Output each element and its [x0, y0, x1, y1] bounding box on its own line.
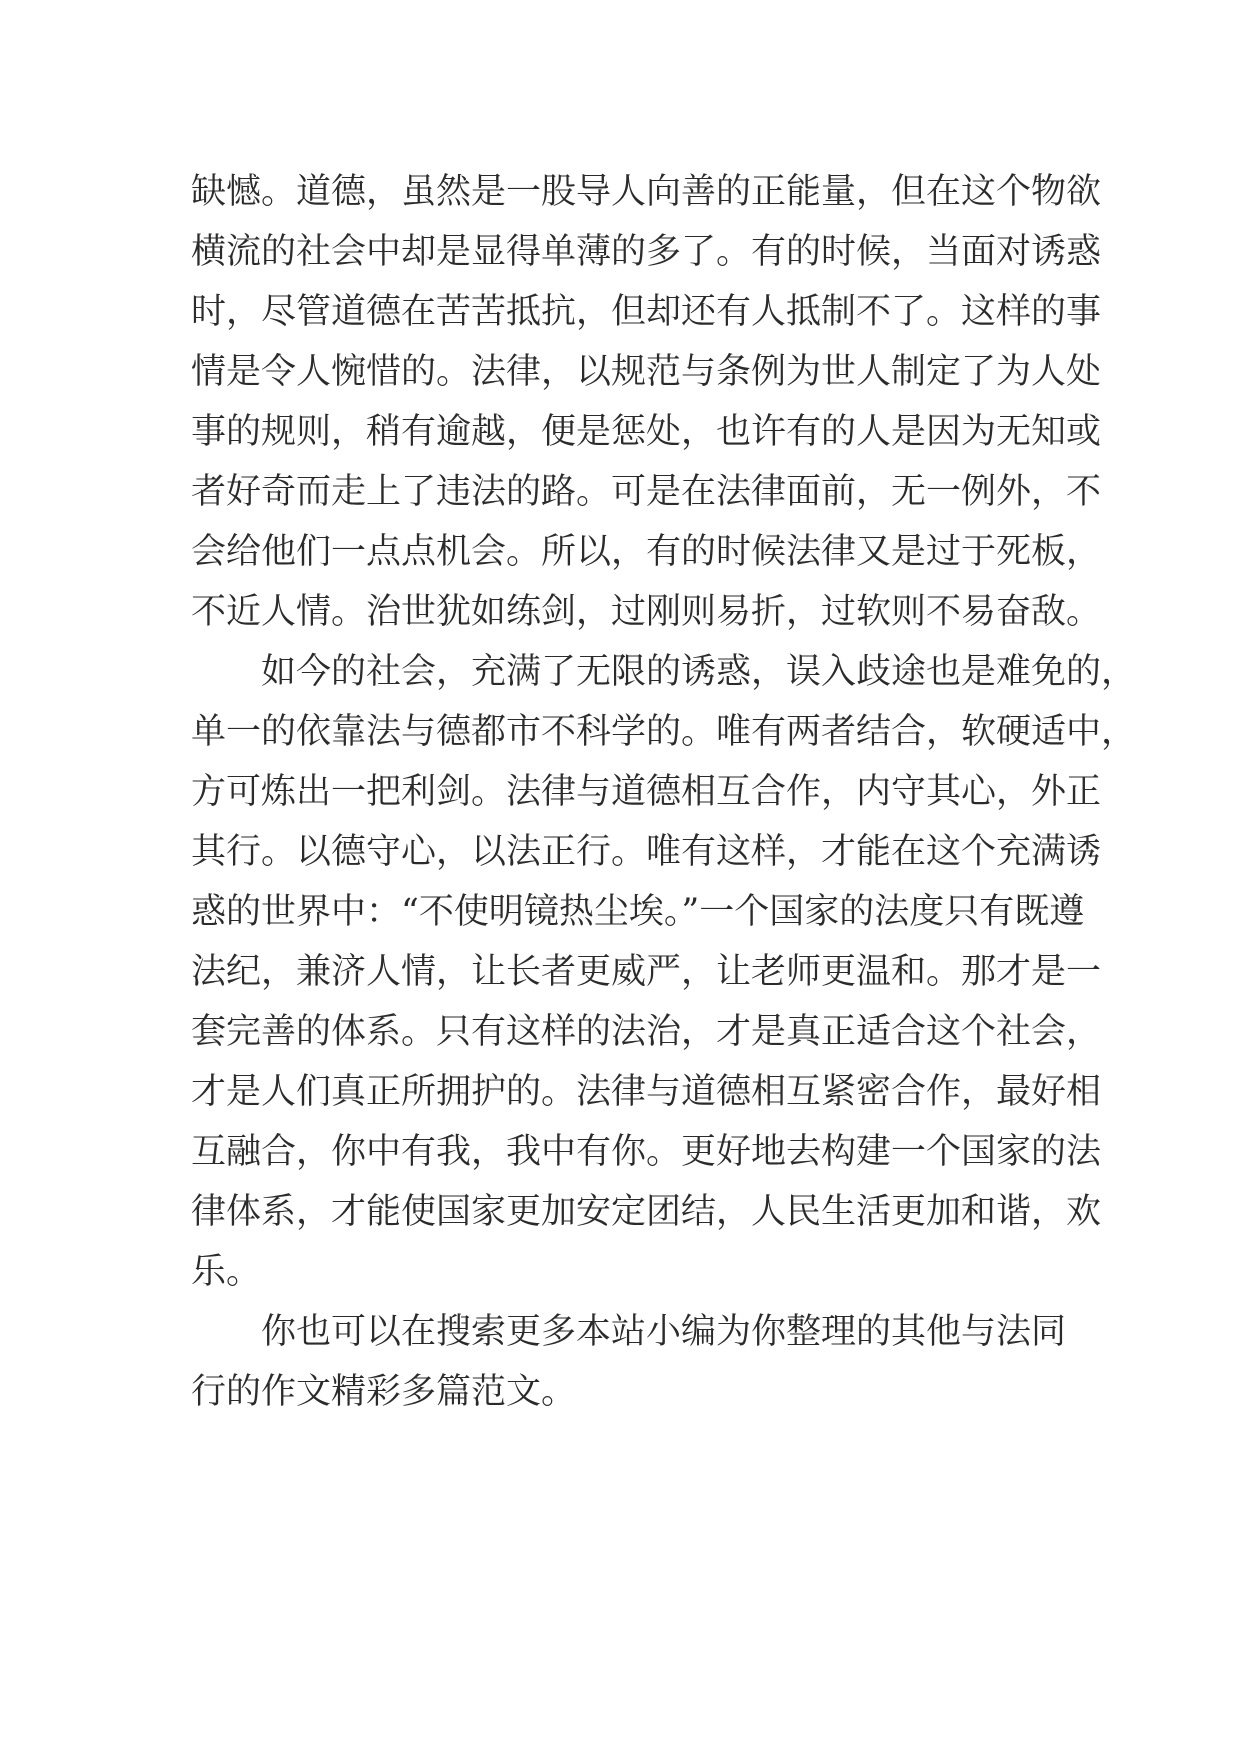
text-line: 互融合，你中有我，我中有你。更好地去构建一个国家的法 — [191, 1132, 1102, 1172]
text-line: 不近人情。治世犹如练剑，过刚则易折，过软则不易奋敌。 — [191, 592, 1102, 632]
document-body — [191, 162, 1137, 1422]
text-line: 横流的社会中却是显得单薄的多了。有的时候，当面对诱惑 — [191, 232, 1102, 272]
paragraph-1 — [191, 162, 1102, 642]
paragraph-2 — [191, 642, 1137, 1302]
text-line: 方可炼出一把利剑。法律与道德相互合作，内守其心，外正 — [191, 772, 1102, 812]
text-line: 事的规则，稍有逾越，便是惩处，也许有的人是因为无知或 — [191, 412, 1102, 452]
text-line: 乐。 — [191, 1252, 262, 1292]
text-line: 单一的依靠法与德都市不科学的。唯有两者结合，软硬适中， — [191, 712, 1137, 752]
text-line: 如今的社会，充满了无限的诱惑，误入歧途也是难免的， — [261, 652, 1137, 692]
text-line: 缺憾。道德，虽然是一股导人向善的正能量，但在这个物欲 — [191, 172, 1102, 212]
text-line: 其行。以德守心，以法正行。唯有这样，才能在这个充满诱 — [191, 832, 1102, 872]
text-line: 才是人们真正所拥护的。法律与道德相互紧密合作，最好相 — [191, 1072, 1102, 1112]
paragraph-3 — [191, 1302, 1067, 1422]
text-line: 律体系，才能使国家更加安定团结，人民生活更加和谐，欢 — [191, 1192, 1102, 1232]
text-line: 惑的世界中：“不使明镜热尘埃。”一个国家的法度只有既遵 — [191, 892, 1085, 932]
text-line: 者好奇而走上了违法的路。可是在法律面前，无一例外，不 — [191, 472, 1102, 512]
text-line: 情是令人惋惜的。法律，以规范与条例为世人制定了为人处 — [191, 352, 1102, 392]
text-line: 你也可以在搜索更多本站小编为你整理的其他与法同 — [261, 1312, 1067, 1352]
text-line: 时，尽管道德在苦苦抵抗，但却还有人抵制不了。这样的事 — [191, 292, 1102, 332]
text-line: 会给他们一点点机会。所以，有的时候法律又是过于死板， — [191, 532, 1102, 572]
text-line: 法纪，兼济人情，让长者更威严，让老师更温和。那才是一 — [191, 952, 1102, 992]
text-line: 套完善的体系。只有这样的法治，才是真正适合这个社会， — [191, 1012, 1102, 1052]
text-line: 行的作文精彩多篇范文。 — [191, 1372, 577, 1412]
